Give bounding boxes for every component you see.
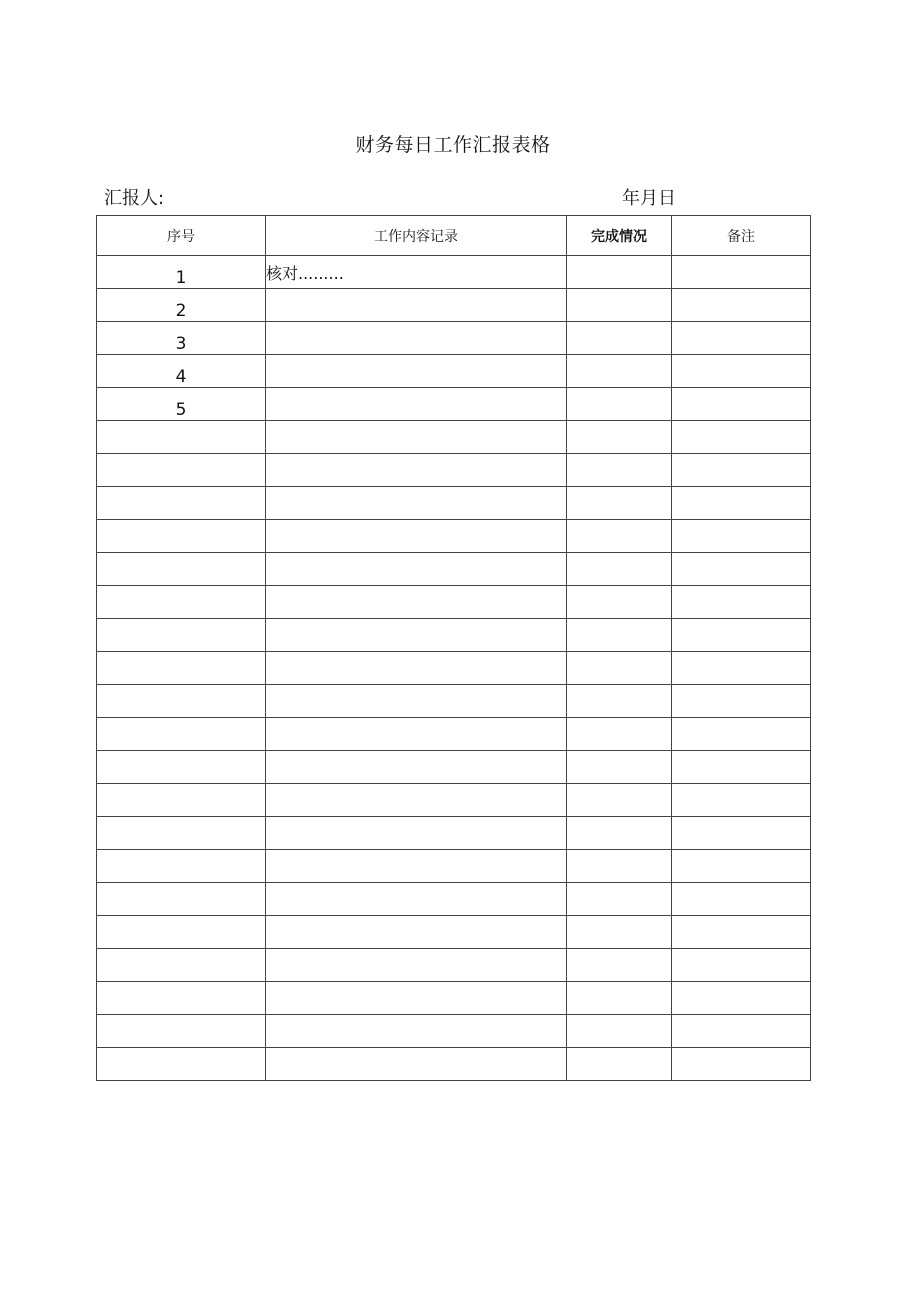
cell-sequence[interactable]	[97, 454, 266, 487]
cell-remarks[interactable]	[672, 949, 811, 982]
document-title: 财务每日工作汇报表格	[355, 134, 551, 156]
reporter-label: 汇报人:	[104, 188, 165, 209]
cell-work-content[interactable]	[266, 289, 567, 322]
header-remarks: 备注	[672, 216, 811, 256]
cell-remarks[interactable]	[672, 256, 811, 289]
cell-work-content[interactable]	[266, 454, 567, 487]
cell-sequence[interactable]	[97, 487, 266, 520]
table-row	[97, 817, 811, 850]
cell-work-content[interactable]	[266, 388, 567, 421]
cell-completion-status[interactable]	[567, 982, 672, 1015]
table-row	[97, 751, 811, 784]
cell-sequence[interactable]	[97, 784, 266, 817]
cell-remarks[interactable]	[672, 850, 811, 883]
cell-sequence[interactable]: 3	[97, 322, 266, 355]
cell-completion-status[interactable]	[567, 784, 672, 817]
cell-remarks[interactable]	[672, 421, 811, 454]
table-row	[97, 289, 811, 322]
table-row	[97, 553, 811, 586]
table-row	[97, 586, 811, 619]
cell-work-content[interactable]	[266, 553, 567, 586]
header-completion-status: 完成情况	[567, 216, 672, 256]
header-sequence: 序号	[97, 216, 266, 256]
table-body	[97, 256, 811, 1081]
cell-sequence[interactable]	[97, 883, 266, 916]
cell-work-content[interactable]: 核对.........	[266, 256, 567, 289]
cell-remarks[interactable]	[672, 322, 811, 355]
cell-remarks[interactable]	[672, 1015, 811, 1048]
cell-completion-status[interactable]	[567, 256, 672, 289]
cell-sequence[interactable]: 5	[97, 388, 266, 421]
cell-sequence[interactable]	[97, 1048, 266, 1081]
cell-remarks[interactable]	[672, 883, 811, 916]
cell-work-content[interactable]	[266, 718, 567, 751]
cell-sequence[interactable]	[97, 982, 266, 1015]
cell-completion-status[interactable]	[567, 289, 672, 322]
table-row	[97, 421, 811, 454]
cell-work-content[interactable]	[266, 949, 567, 982]
cell-remarks[interactable]	[672, 751, 811, 784]
cell-work-content[interactable]	[266, 850, 567, 883]
table-row	[97, 949, 811, 982]
cell-remarks[interactable]	[672, 916, 811, 949]
table-row	[97, 619, 811, 652]
cell-remarks[interactable]	[672, 454, 811, 487]
table-row	[97, 1015, 811, 1048]
date-label: 年月日	[622, 188, 676, 209]
cell-completion-status[interactable]	[567, 949, 672, 982]
cell-remarks[interactable]	[672, 784, 811, 817]
cell-sequence[interactable]: 1	[97, 256, 266, 289]
cell-sequence[interactable]	[97, 520, 266, 553]
table-header-row	[97, 216, 811, 256]
cell-work-content[interactable]	[266, 421, 567, 454]
cell-sequence[interactable]	[97, 586, 266, 619]
cell-remarks[interactable]	[672, 685, 811, 718]
cell-work-content[interactable]	[266, 784, 567, 817]
table-row	[97, 1048, 811, 1081]
cell-work-content[interactable]	[266, 751, 567, 784]
cell-remarks[interactable]	[672, 586, 811, 619]
cell-completion-status[interactable]	[567, 817, 672, 850]
cell-remarks[interactable]	[672, 487, 811, 520]
cell-sequence[interactable]	[97, 949, 266, 982]
cell-completion-status[interactable]	[567, 454, 672, 487]
cell-sequence[interactable]	[97, 817, 266, 850]
cell-remarks[interactable]	[672, 718, 811, 751]
cell-work-content[interactable]	[266, 586, 567, 619]
cell-remarks[interactable]	[672, 652, 811, 685]
cell-completion-status[interactable]	[567, 520, 672, 553]
cell-completion-status[interactable]	[567, 322, 672, 355]
cell-completion-status[interactable]	[567, 619, 672, 652]
cell-sequence[interactable]	[97, 619, 266, 652]
cell-sequence[interactable]: 4	[97, 355, 266, 388]
cell-completion-status[interactable]	[567, 652, 672, 685]
cell-work-content[interactable]	[266, 487, 567, 520]
cell-sequence[interactable]	[97, 751, 266, 784]
table-row	[97, 388, 811, 421]
cell-completion-status[interactable]	[567, 421, 672, 454]
table-row	[97, 487, 811, 520]
cell-work-content[interactable]	[266, 916, 567, 949]
cell-sequence[interactable]	[97, 553, 266, 586]
cell-sequence[interactable]	[97, 1015, 266, 1048]
cell-sequence[interactable]: 2	[97, 289, 266, 322]
cell-work-content[interactable]	[266, 982, 567, 1015]
header-work-content: 工作内容记录	[266, 216, 567, 256]
cell-sequence[interactable]	[97, 652, 266, 685]
cell-completion-status[interactable]	[567, 1048, 672, 1081]
cell-sequence[interactable]	[97, 685, 266, 718]
table-row	[97, 784, 811, 817]
table-row	[97, 982, 811, 1015]
cell-sequence[interactable]	[97, 421, 266, 454]
cell-remarks[interactable]	[672, 355, 811, 388]
table-row	[97, 355, 811, 388]
cell-completion-status[interactable]	[567, 553, 672, 586]
cell-remarks[interactable]	[672, 1048, 811, 1081]
table-row	[97, 256, 811, 289]
table-row	[97, 883, 811, 916]
report-table	[96, 215, 811, 1081]
cell-completion-status[interactable]	[567, 586, 672, 619]
cell-completion-status[interactable]	[567, 850, 672, 883]
table-row	[97, 454, 811, 487]
cell-completion-status[interactable]	[567, 718, 672, 751]
table-row	[97, 520, 811, 553]
cell-remarks[interactable]	[672, 619, 811, 652]
cell-completion-status[interactable]	[567, 883, 672, 916]
cell-work-content[interactable]	[266, 619, 567, 652]
cell-completion-status[interactable]	[567, 1015, 672, 1048]
cell-work-content[interactable]	[266, 685, 567, 718]
cell-sequence[interactable]	[97, 850, 266, 883]
cell-remarks[interactable]	[672, 520, 811, 553]
table-row	[97, 685, 811, 718]
table-row	[97, 322, 811, 355]
cell-completion-status[interactable]	[567, 388, 672, 421]
cell-work-content[interactable]	[266, 355, 567, 388]
cell-remarks[interactable]	[672, 553, 811, 586]
cell-remarks[interactable]	[672, 388, 811, 421]
cell-completion-status[interactable]	[567, 685, 672, 718]
cell-remarks[interactable]	[672, 982, 811, 1015]
cell-completion-status[interactable]	[567, 487, 672, 520]
cell-work-content[interactable]	[266, 1048, 567, 1081]
cell-work-content[interactable]	[266, 322, 567, 355]
cell-work-content[interactable]	[266, 817, 567, 850]
table-row	[97, 850, 811, 883]
table-row	[97, 916, 811, 949]
cell-remarks[interactable]	[672, 289, 811, 322]
cell-work-content[interactable]	[266, 652, 567, 685]
cell-work-content[interactable]	[266, 520, 567, 553]
cell-completion-status[interactable]	[567, 751, 672, 784]
table-row	[97, 652, 811, 685]
table-row	[97, 718, 811, 751]
cell-completion-status[interactable]	[567, 916, 672, 949]
cell-completion-status[interactable]	[567, 355, 672, 388]
cell-sequence[interactable]	[97, 916, 266, 949]
cell-work-content[interactable]	[266, 883, 567, 916]
cell-work-content[interactable]	[266, 1015, 567, 1048]
cell-remarks[interactable]	[672, 817, 811, 850]
cell-sequence[interactable]	[97, 718, 266, 751]
